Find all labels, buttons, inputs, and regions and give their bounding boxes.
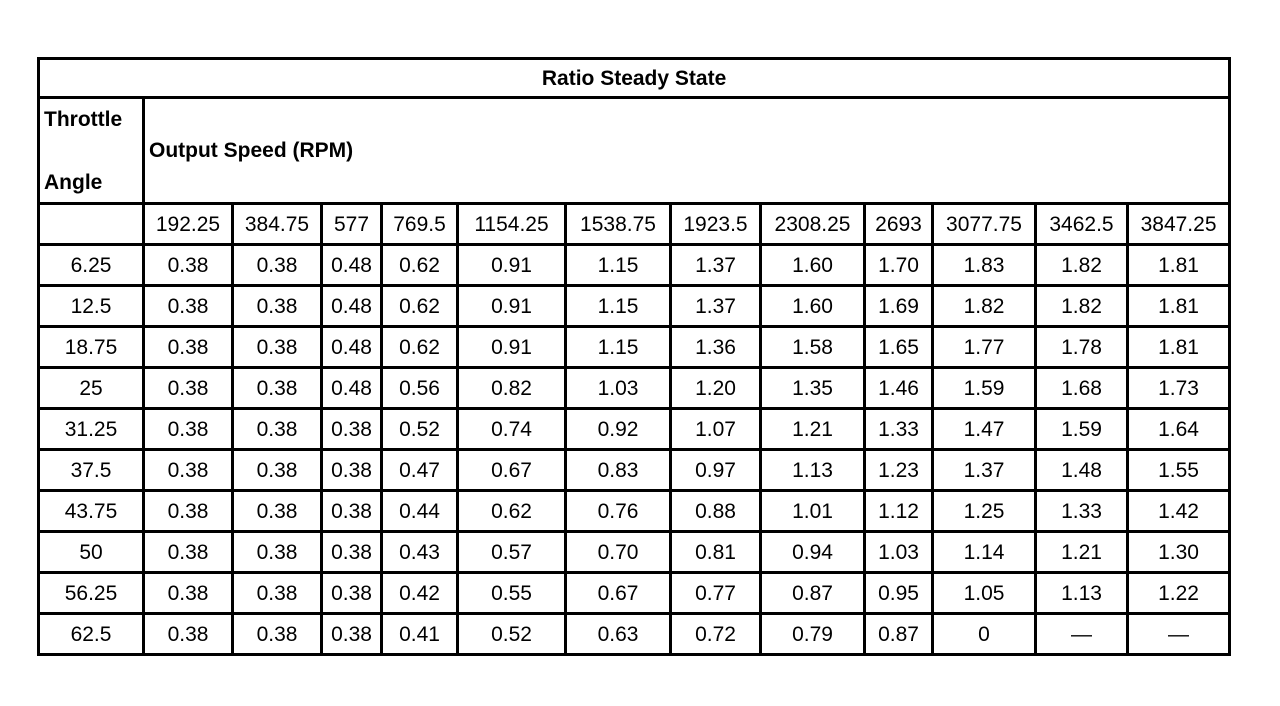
ratio-value-cell: 0.67 xyxy=(458,450,566,491)
table-row xyxy=(39,368,1230,409)
ratio-value-cell: 0.38 xyxy=(144,245,233,286)
ratio-value-cell: 0.48 xyxy=(322,245,382,286)
ratio-value-cell: 1.23 xyxy=(865,450,933,491)
ratio-value-cell: 0.62 xyxy=(382,327,458,368)
ratio-value-cell: 0.91 xyxy=(458,245,566,286)
ratio-value-cell: 1.13 xyxy=(1036,573,1128,614)
output-speed-cell: 2308.25 xyxy=(761,204,865,245)
table-row xyxy=(39,327,1230,368)
output-speed-cell: 577 xyxy=(322,204,382,245)
ratio-steady-state-table xyxy=(37,57,1231,656)
ratio-value-cell: 0.38 xyxy=(144,286,233,327)
ratio-value-cell: 0.38 xyxy=(144,368,233,409)
ratio-value-cell: 0.83 xyxy=(566,450,671,491)
ratio-value-cell: 0.38 xyxy=(233,573,322,614)
ratio-value-cell: 1.59 xyxy=(933,368,1036,409)
ratio-value-cell: 0.38 xyxy=(322,409,382,450)
output-speed-cell: 769.5 xyxy=(382,204,458,245)
ratio-value-cell: 0.38 xyxy=(233,368,322,409)
ratio-value-cell: 0.38 xyxy=(322,614,382,655)
ratio-value-cell: 1.13 xyxy=(761,450,865,491)
throttle-angle-cell: 37.5 xyxy=(39,450,144,491)
ratio-value-cell: 1.81 xyxy=(1128,245,1230,286)
ratio-value-cell: 1.37 xyxy=(671,245,761,286)
ratio-value-cell: 1.47 xyxy=(933,409,1036,450)
ratio-value-cell: 1.73 xyxy=(1128,368,1230,409)
ratio-value-cell: 1.35 xyxy=(761,368,865,409)
ratio-value-cell: 0.88 xyxy=(671,491,761,532)
ratio-value-cell: 1.01 xyxy=(761,491,865,532)
ratio-value-cell: 1.81 xyxy=(1128,327,1230,368)
ratio-value-cell: 1.82 xyxy=(1036,245,1128,286)
ratio-value-cell: 0.38 xyxy=(144,573,233,614)
ratio-value-cell: 1.60 xyxy=(761,286,865,327)
ratio-value-cell: 0.63 xyxy=(566,614,671,655)
ratio-value-cell: 1.77 xyxy=(933,327,1036,368)
ratio-value-cell: 0.48 xyxy=(322,368,382,409)
ratio-value-cell: 1.22 xyxy=(1128,573,1230,614)
output-speed-cell: 192.25 xyxy=(144,204,233,245)
ratio-value-cell: 1.70 xyxy=(865,245,933,286)
ratio-value-cell: 0.82 xyxy=(458,368,566,409)
output-speed-cell: 3847.25 xyxy=(1128,204,1230,245)
throttle-angle-cell: 43.75 xyxy=(39,491,144,532)
throttle-angle-cell: 31.25 xyxy=(39,409,144,450)
ratio-value-cell: 1.20 xyxy=(671,368,761,409)
throttle-header-line1: Throttle xyxy=(44,107,123,131)
ratio-value-cell: 0.70 xyxy=(566,532,671,573)
throttle-angle-cell: 56.25 xyxy=(39,573,144,614)
ratio-value-cell: 0.38 xyxy=(144,491,233,532)
ratio-value-cell: 0.95 xyxy=(865,573,933,614)
ratio-value-cell: 1.21 xyxy=(1036,532,1128,573)
ratio-value-cell: 0.38 xyxy=(322,491,382,532)
ratio-value-cell: 0.57 xyxy=(458,532,566,573)
ratio-value-cell: 0 xyxy=(933,614,1036,655)
ratio-value-cell: 0.38 xyxy=(322,573,382,614)
ratio-value-cell: 1.59 xyxy=(1036,409,1128,450)
ratio-value-cell: 1.65 xyxy=(865,327,933,368)
table-row xyxy=(39,286,1230,327)
output-speed-cell: 1154.25 xyxy=(458,204,566,245)
ratio-value-cell: 0.48 xyxy=(322,327,382,368)
ratio-value-cell: 0.77 xyxy=(671,573,761,614)
ratio-value-cell: 1.42 xyxy=(1128,491,1230,532)
throttle-angle-cell: 12.5 xyxy=(39,286,144,327)
ratio-value-cell: 1.69 xyxy=(865,286,933,327)
ratio-value-cell: 0.62 xyxy=(382,245,458,286)
ratio-value-cell: 1.48 xyxy=(1036,450,1128,491)
ratio-value-cell: 0.47 xyxy=(382,450,458,491)
table-row xyxy=(39,614,1230,655)
ratio-value-cell: 0.38 xyxy=(233,532,322,573)
ratio-value-cell: 0.72 xyxy=(671,614,761,655)
ratio-value-cell: 1.37 xyxy=(671,286,761,327)
ratio-value-cell: 0.94 xyxy=(761,532,865,573)
table-row xyxy=(39,532,1230,573)
throttle-angle-cell: 6.25 xyxy=(39,245,144,286)
ratio-value-cell: 1.30 xyxy=(1128,532,1230,573)
ratio-value-cell: 0.52 xyxy=(458,614,566,655)
ratio-value-cell: 0.55 xyxy=(458,573,566,614)
ratio-value-cell: 0.67 xyxy=(566,573,671,614)
throttle-header-line2: Angle xyxy=(44,170,103,194)
ratio-value-cell: 0.44 xyxy=(382,491,458,532)
ratio-value-cell: 1.36 xyxy=(671,327,761,368)
ratio-value-cell: 0.92 xyxy=(566,409,671,450)
output-speed-cell: 2693 xyxy=(865,204,933,245)
ratio-value-cell: 0.38 xyxy=(233,614,322,655)
ratio-value-cell: 0.38 xyxy=(233,409,322,450)
output-speed-cell: 384.75 xyxy=(233,204,322,245)
output-speed-header: Output Speed (RPM) xyxy=(144,98,1230,204)
ratio-value-cell: 0.79 xyxy=(761,614,865,655)
ratio-value-cell: 1.25 xyxy=(933,491,1036,532)
ratio-value-cell: 1.82 xyxy=(1036,286,1128,327)
table-row xyxy=(39,245,1230,286)
ratio-value-cell: 0.38 xyxy=(144,409,233,450)
ratio-value-cell: 1.21 xyxy=(761,409,865,450)
ratio-value-cell: 0.38 xyxy=(144,614,233,655)
ratio-value-cell: 0.38 xyxy=(233,450,322,491)
ratio-value-cell: 0.38 xyxy=(233,245,322,286)
ratio-value-cell: 0.62 xyxy=(458,491,566,532)
output-speed-cell: 3077.75 xyxy=(933,204,1036,245)
ratio-value-cell: 0.43 xyxy=(382,532,458,573)
ratio-value-cell: 1.07 xyxy=(671,409,761,450)
ratio-value-cell: 0.38 xyxy=(144,532,233,573)
output-speed-row xyxy=(39,204,1230,245)
ratio-value-cell: 0.91 xyxy=(458,286,566,327)
table-row xyxy=(39,409,1230,450)
ratio-value-cell: 1.60 xyxy=(761,245,865,286)
ratio-value-cell: 1.33 xyxy=(865,409,933,450)
ratio-value-cell: 1.68 xyxy=(1036,368,1128,409)
empty-corner-cell xyxy=(39,204,144,245)
table-row xyxy=(39,573,1230,614)
ratio-value-cell: 1.05 xyxy=(933,573,1036,614)
throttle-angle-cell: 50 xyxy=(39,532,144,573)
output-speed-cell: 1923.5 xyxy=(671,204,761,245)
output-speed-cell: 1538.75 xyxy=(566,204,671,245)
ratio-value-cell: 0.38 xyxy=(233,286,322,327)
ratio-value-cell: 1.15 xyxy=(566,327,671,368)
throttle-angle-cell: 25 xyxy=(39,368,144,409)
table-row xyxy=(39,491,1230,532)
ratio-value-cell: 1.14 xyxy=(933,532,1036,573)
ratio-value-cell: 1.03 xyxy=(566,368,671,409)
throttle-angle-cell: 62.5 xyxy=(39,614,144,655)
ratio-value-cell: 0.91 xyxy=(458,327,566,368)
ratio-value-cell: 1.78 xyxy=(1036,327,1128,368)
ratio-value-cell: 1.15 xyxy=(566,245,671,286)
title-row xyxy=(39,59,1230,98)
table-row xyxy=(39,450,1230,491)
header-row xyxy=(39,98,1230,204)
ratio-value-cell: 0.38 xyxy=(322,450,382,491)
ratio-value-cell: 1.82 xyxy=(933,286,1036,327)
ratio-value-cell: 1.12 xyxy=(865,491,933,532)
ratio-value-cell: 0.38 xyxy=(233,327,322,368)
ratio-value-cell: 0.52 xyxy=(382,409,458,450)
ratio-value-cell: 1.37 xyxy=(933,450,1036,491)
ratio-value-cell: 0.38 xyxy=(144,450,233,491)
ratio-value-cell: 1.03 xyxy=(865,532,933,573)
ratio-value-cell: 0.74 xyxy=(458,409,566,450)
output-speed-cell: 3462.5 xyxy=(1036,204,1128,245)
throttle-angle-cell: 18.75 xyxy=(39,327,144,368)
ratio-value-cell: 0.42 xyxy=(382,573,458,614)
ratio-value-cell: 1.15 xyxy=(566,286,671,327)
ratio-value-cell: 0.41 xyxy=(382,614,458,655)
ratio-value-cell: 0.38 xyxy=(233,491,322,532)
ratio-value-cell: 0.48 xyxy=(322,286,382,327)
ratio-value-cell: 1.81 xyxy=(1128,286,1230,327)
ratio-value-cell: 0.62 xyxy=(382,286,458,327)
ratio-value-cell: 0.87 xyxy=(865,614,933,655)
ratio-value-cell: 0.38 xyxy=(322,532,382,573)
ratio-value-cell: — xyxy=(1036,614,1128,655)
ratio-value-cell: 0.97 xyxy=(671,450,761,491)
ratio-value-cell: 0.38 xyxy=(144,327,233,368)
ratio-value-cell: 0.87 xyxy=(761,573,865,614)
ratio-value-cell: 0.81 xyxy=(671,532,761,573)
ratio-value-cell: 1.64 xyxy=(1128,409,1230,450)
ratio-value-cell: 1.58 xyxy=(761,327,865,368)
ratio-value-cell: 0.56 xyxy=(382,368,458,409)
ratio-value-cell: 1.46 xyxy=(865,368,933,409)
ratio-value-cell: 0.76 xyxy=(566,491,671,532)
ratio-value-cell: 1.55 xyxy=(1128,450,1230,491)
table-title: Ratio Steady State xyxy=(39,59,1230,98)
ratio-value-cell: — xyxy=(1128,614,1230,655)
throttle-angle-header xyxy=(39,98,144,204)
ratio-value-cell: 1.33 xyxy=(1036,491,1128,532)
ratio-value-cell: 1.83 xyxy=(933,245,1036,286)
